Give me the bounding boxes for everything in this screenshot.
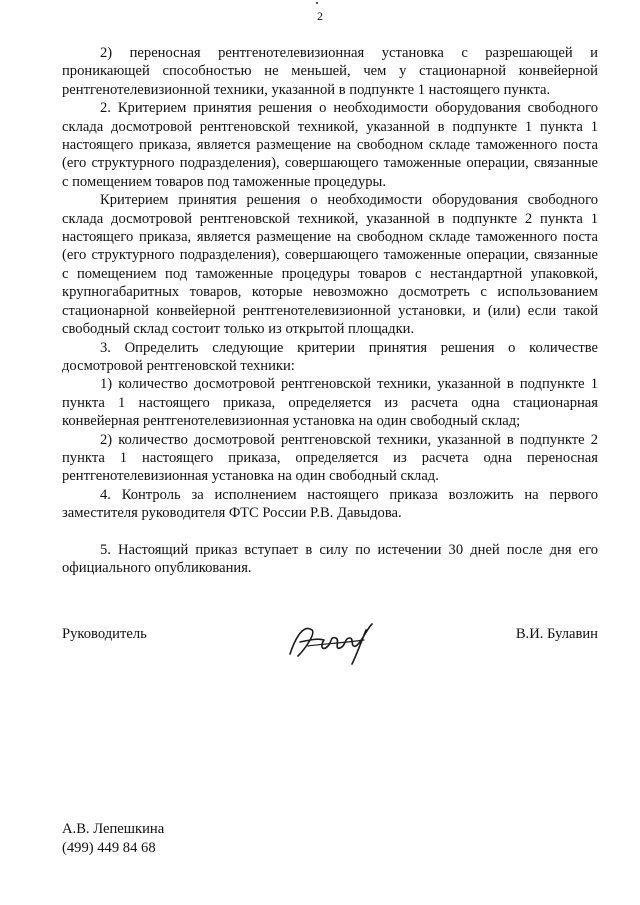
paragraph-3-1: 1) количество досмотровой рентгеновской техники, указанной в подпункте 1 пункта 1 настоящего приказа, определяется из расчета одна стационарная конвейерная рентгенотелевизионная установка на один свободный склад; (62, 376, 598, 430)
paragraph-1-2: 2) переносная рентгенотелевизионная установка с разрешающей и проникающей способностью не меньшей, чем у стационарной конвейерной рентгенотелевизионной техники, указанной в подпункте 1 настоящего пункта. (62, 45, 598, 98)
paragraph-2: 2. Критерием принятия решения о необходимости оборудования свободного склада досмотровой рентгеновской техникой, указанной в подпункте 1 пункта 1 настоящего приказа, является размещение на свободном складе таможенного поста (его структурного подразделения), совершающего таможенные операции, связанные с помещением товаров под таможенные процедуры. (62, 100, 598, 190)
paragraph-4: 4. Контроль за исполнением настоящего приказа возложить на первого заместителя руководителя ФТС России Р.В. Давыдова. (62, 486, 598, 522)
executor-phone: (499) 449 84 68 (62, 840, 156, 856)
document-body (62, 44, 598, 577)
signature-block (62, 616, 598, 666)
paragraph-5: 5. Настоящий приказ вступает в силу по истечении 30 дней после дня его официального опубликования. (62, 541, 598, 576)
scan-dot (316, 2, 318, 4)
signatory-name: В.И. Булавин (515, 626, 598, 642)
executor-block (62, 820, 164, 858)
paragraph-2-criterion: Критерием принятия решения о необходимости оборудования свободного склада досмотровой рентгеновской техникой, указанной в подпункте 2 пункта 1 настоящего приказа, является размещение на свободном складе таможенного поста (его структурного подразделения), совершающего таможенные операции, связанные с помещением под таможенные процедуры товаров с нестандартной упаковкой, крупногабаритных товаров, которые невозможно досмотреть с использованием стационарной конвейерной рентгенотелевизионной установки, и (или) если такой свободный склад состоит только из открытой площадки. (62, 192, 598, 338)
handwritten-signature (282, 616, 382, 666)
paragraph-3-2: 2) количество досмотровой рентгеновской техники, указанной в подпункте 2 пункта 1 настоящего приказа, определяется из расчета одна переносная рентгенотелевизионная установка на один свободный склад. (62, 431, 598, 485)
signatory-title: Руководитель (62, 626, 147, 642)
executor-name: А.В. Лепешкина (62, 821, 165, 837)
page-number: 2 (317, 9, 323, 23)
paragraph-3: 3. Определить следующие критерии принятия решения о количестве досмотровой рентгеновской техники: (62, 339, 598, 374)
